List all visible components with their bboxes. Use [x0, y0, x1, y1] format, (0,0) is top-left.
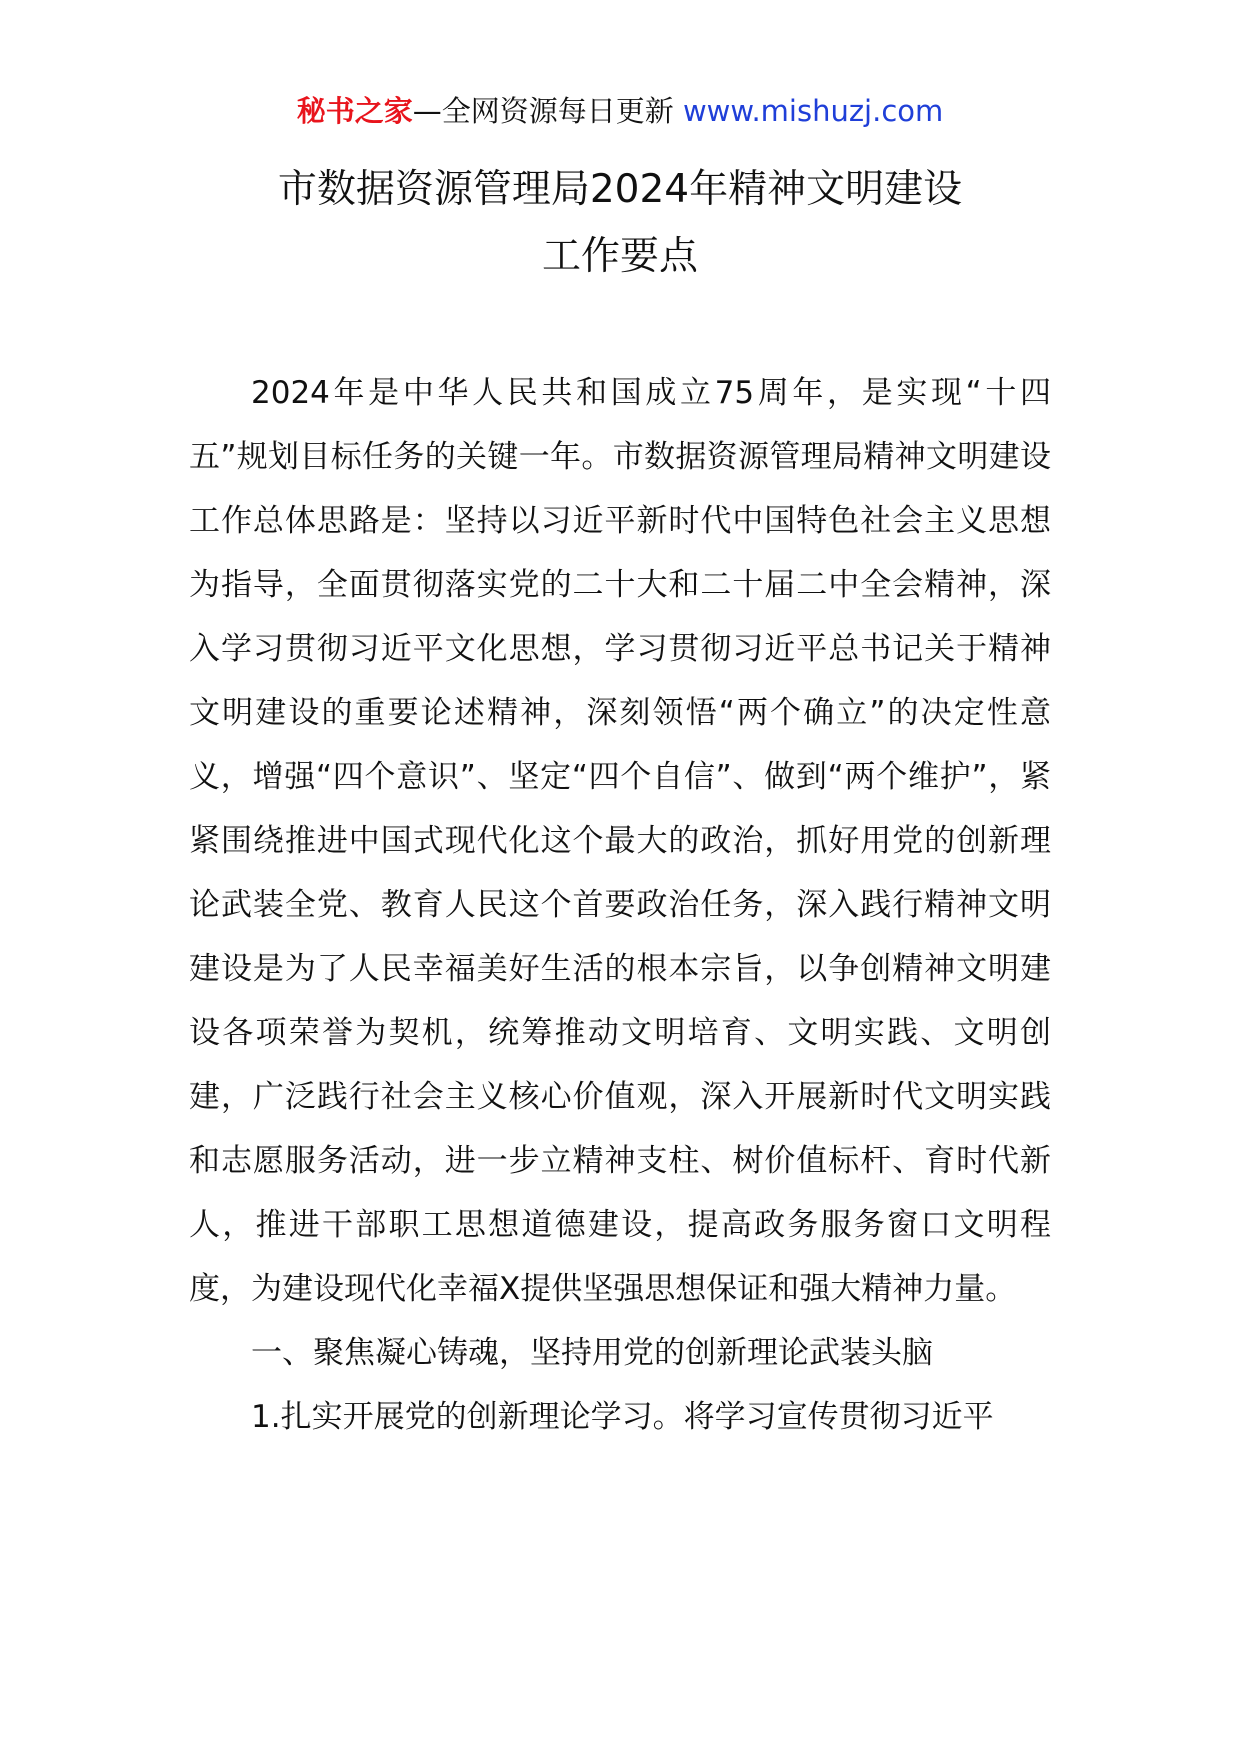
brand-name: 秘书之家	[296, 94, 413, 128]
section-heading-1: 一、聚焦凝心铸魂，坚持用党的创新理论武装头脑	[251, 1335, 933, 1371]
section-item-1: 1.扎实开展党的创新理论学习。将学习宣传贯彻习近平	[251, 1399, 994, 1435]
document-title-line-2: 工作要点	[541, 234, 698, 279]
site-url-link[interactable]: www.mishuzj.com	[682, 94, 944, 128]
intro-paragraph: 2024年是中华人民共和国成立75周年，是实现“十四五”规划目标任务的关键一年。市数据资源管理局精神文明建设工作总体思路是：坚持以习近平新时代中国特色社会主义思想为指导，全面贯彻落实党的二十大和二十届二中全会精神，深入学习贯彻习近平文化思想，学习贯彻习近平总书记关于精神文明建设的重要论述精神，深刻领悟“两个确立”的决定性意义，增强“四个意识”、坚定“四个自信”、做到“两个维护”，紧紧围绕推进中国式现代化这个最大的政治，抓好用党的创新理论武装全党、教育人民这个首要政治任务，深入践行精神文明建设是为了人民幸福美好生活的根本宗旨，以争创精神文明建设各项荣誉为契机，统筹推动文明培育、文明实践、文明创建，广泛践行社会主义核心价值观，深入开展新时代文明实践和志愿服务活动，进一步立精神支柱、树价值标杆、育时代新人，推进干部职工思想道德建设，提高政务服务窗口文明程度，为建设现代化幸福X提供坚强思想保证和强大精神力量。	[189, 375, 1051, 1307]
site-header	[0, 93, 1240, 129]
document-title-line-1: 市数据资源管理局2024年精神文明建设	[277, 167, 963, 212]
document-body	[189, 361, 1051, 1449]
header-slogan: —全网资源每日更新	[412, 94, 674, 128]
